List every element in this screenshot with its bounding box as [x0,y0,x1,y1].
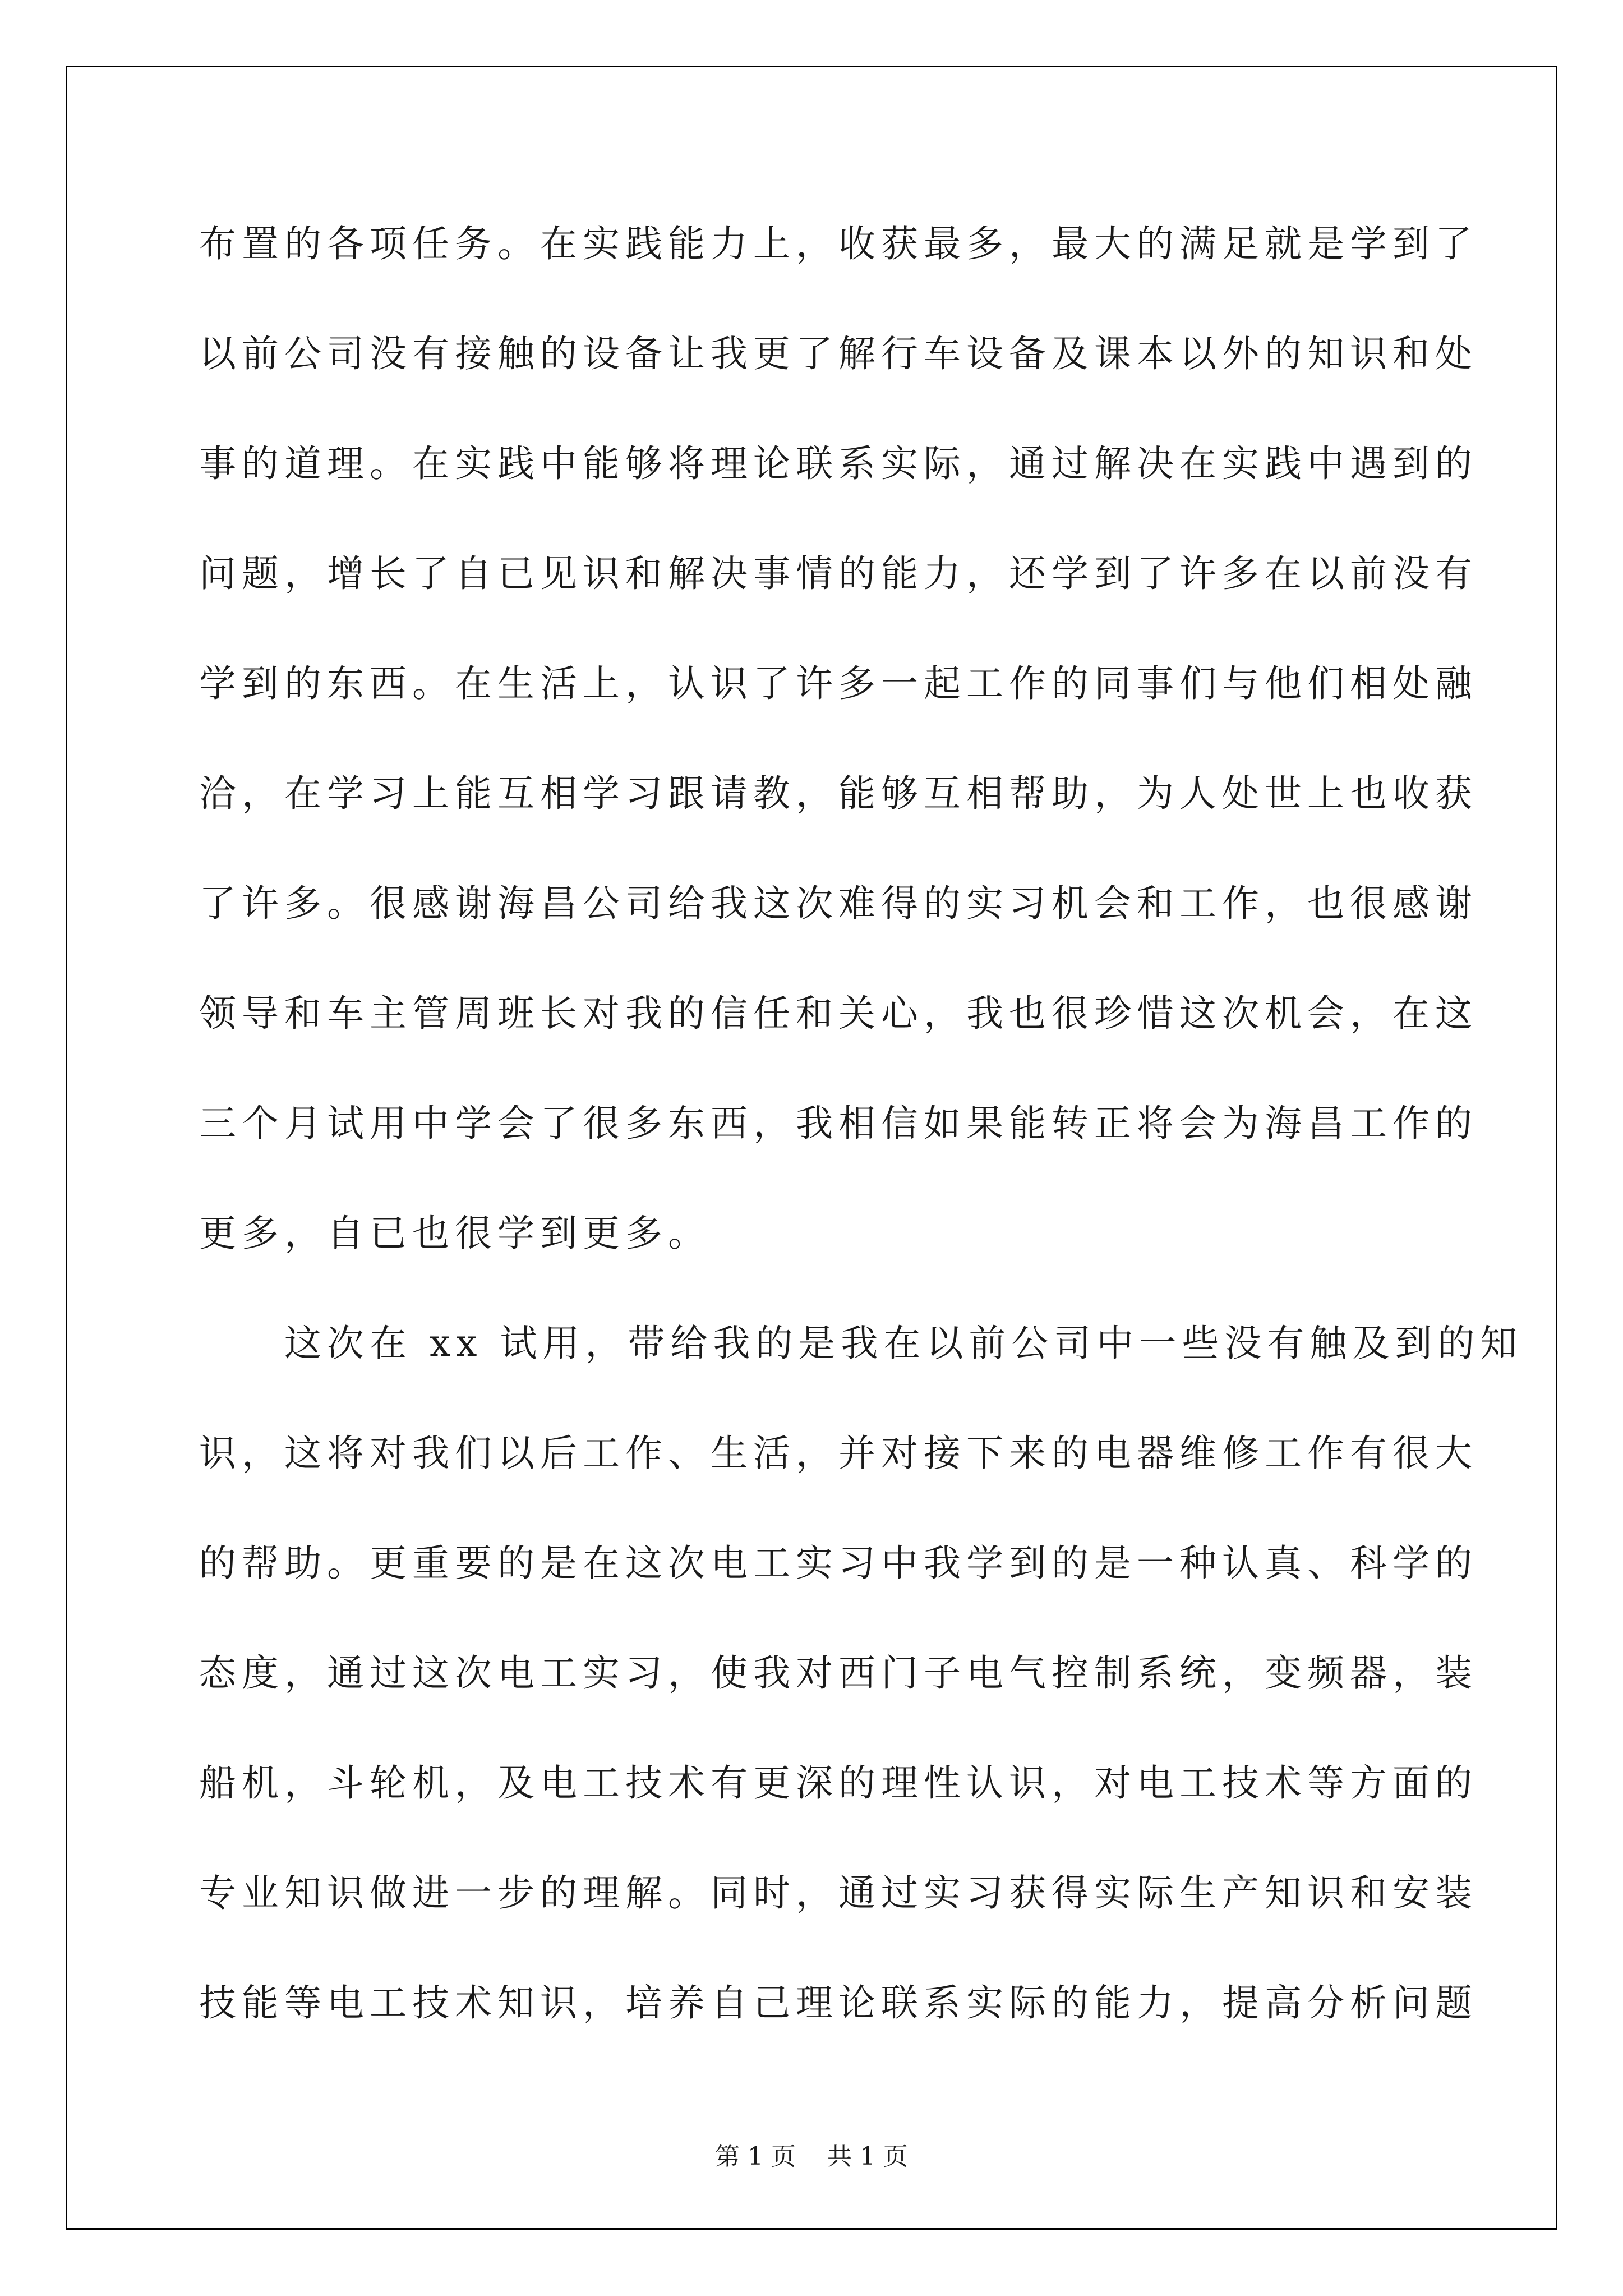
text-line: 领导和车主管周班长对我的信任和关心，我也很珍惜这次机会，在这 [199,992,1478,1035]
text-line: 布置的各项任务。在实践能力上，收获最多，最大的满足就是学到了 [199,222,1478,265]
document-body [199,210,1523,2079]
text-line: 船机，斗轮机，及电工技术有更深的理性认识，对电工技术等方面的 [199,1761,1478,1805]
text-line: 的帮助。更重要的是在这次电工实习中我学到的是一种认真、科学的 [199,1542,1478,1585]
text-line: 洽，在学习上能互相学习跟请教，能够互相帮助，为人处世上也收获 [199,772,1478,815]
text-line: 三个月试用中学会了很多东西，我相信如果能转正将会为海昌工作的 [199,1102,1478,1145]
text-line: 更多，自已也很学到更多。 [199,1212,711,1255]
text-line: 态度，通过这次电工实习，使我对西门子电气控制系统，变频器，装 [199,1651,1478,1695]
text-line: 识，这将对我们以后工作、生活，并对接下来的电器维修工作有很大 [199,1432,1478,1475]
paragraph-1 [199,210,1478,1310]
text-line: 学到的东西。在生活上，认识了许多一起工作的同事们与他们相处融 [199,662,1478,705]
text-line: 了许多。很感谢海昌公司给我这次难得的实习机会和工作，也很感谢 [199,882,1478,925]
text-line: 专业知识做进一步的理解。同时，通过实习获得实际生产知识和安装 [199,1871,1478,1915]
text-line: 问题，增长了自已见识和解决事情的能力，还学到了许多在以前没有 [199,552,1478,595]
text-line: 以前公司没有接触的设备让我更了解行车设备及课本以外的知识和处 [199,332,1478,375]
paragraph-2 [199,1310,1523,2079]
page-number-footer: 第 1 页 共 1 页 [715,2142,908,2171]
text-line-indented: 这次在 xx 试用，带给我的是我在以前公司中一些没有触及到的知 [284,1322,1523,1365]
text-line: 技能等电工技术知识，培养自己理论联系实际的能力，提高分析问题 [199,1981,1478,2024]
text-line: 事的道理。在实践中能够将理论联系实际，通过解决在实践中遇到的 [199,442,1478,485]
